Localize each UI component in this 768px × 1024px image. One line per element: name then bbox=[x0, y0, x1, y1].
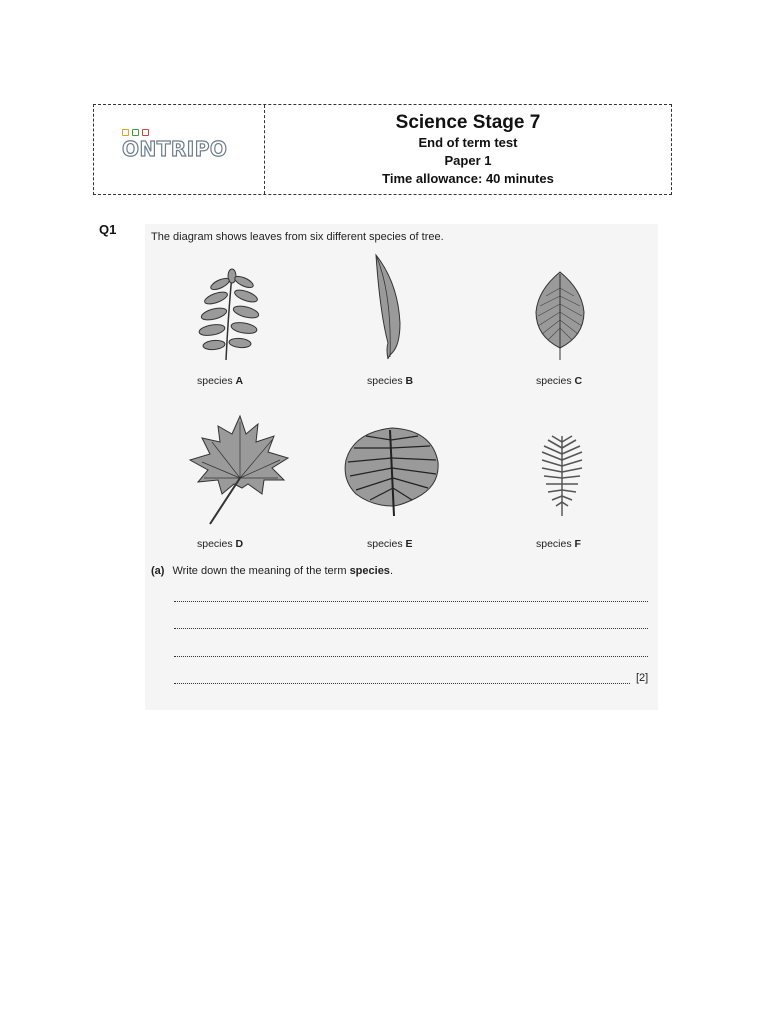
logo: ONTRIPO bbox=[122, 137, 228, 161]
caption-species-b bbox=[367, 375, 413, 387]
time-allowance: Time allowance: 40 minutes bbox=[382, 171, 554, 186]
logo-dots bbox=[122, 129, 149, 136]
caption-letter: A bbox=[235, 375, 244, 387]
leaf-species-b-illustration bbox=[368, 253, 408, 363]
question-part-a bbox=[151, 565, 393, 577]
caption-prefix: species bbox=[197, 538, 233, 550]
logo-cell bbox=[94, 105, 265, 194]
marks-label: [2] bbox=[636, 672, 649, 684]
leaf-species-c-illustration bbox=[532, 270, 588, 362]
answer-line[interactable] bbox=[174, 655, 648, 657]
logo-dot bbox=[142, 129, 149, 136]
caption-letter: C bbox=[574, 375, 583, 387]
caption-letter: F bbox=[574, 538, 581, 550]
caption-letter: E bbox=[405, 538, 413, 550]
answer-line[interactable] bbox=[174, 627, 648, 629]
question-number: Q1 bbox=[99, 222, 117, 237]
answer-line[interactable] bbox=[174, 600, 648, 602]
test-title: Science Stage 7 bbox=[395, 112, 541, 133]
leaf-species-e-illustration bbox=[342, 426, 442, 518]
answer-line[interactable] bbox=[174, 682, 630, 684]
caption-prefix: species bbox=[536, 375, 572, 387]
caption-prefix: species bbox=[197, 375, 233, 387]
logo-dot bbox=[132, 129, 139, 136]
part-term: species bbox=[349, 565, 390, 577]
caption-species-f bbox=[536, 538, 581, 550]
part-label: (a) bbox=[151, 565, 165, 577]
caption-species-d bbox=[197, 538, 243, 550]
title-cell bbox=[265, 105, 671, 194]
part-text-end: . bbox=[389, 565, 393, 577]
header-box bbox=[93, 104, 672, 195]
question-intro: The diagram shows leaves from six different species of tree. bbox=[151, 231, 444, 243]
leaf-species-f-illustration bbox=[538, 434, 588, 518]
logo-dot bbox=[122, 129, 129, 136]
leaf-species-a-illustration bbox=[196, 268, 266, 364]
leaf-species-d-illustration bbox=[188, 414, 294, 528]
caption-prefix: species bbox=[367, 375, 403, 387]
caption-prefix: species bbox=[536, 538, 572, 550]
caption-species-a bbox=[197, 375, 243, 387]
caption-species-c bbox=[536, 375, 582, 387]
caption-letter: D bbox=[235, 538, 244, 550]
part-text: Write down the meaning of the term bbox=[172, 565, 350, 577]
test-subtitle: End of term test bbox=[418, 135, 518, 150]
caption-species-e bbox=[367, 538, 413, 550]
paper-number: Paper 1 bbox=[444, 153, 492, 168]
caption-prefix: species bbox=[367, 538, 403, 550]
caption-letter: B bbox=[405, 375, 414, 387]
